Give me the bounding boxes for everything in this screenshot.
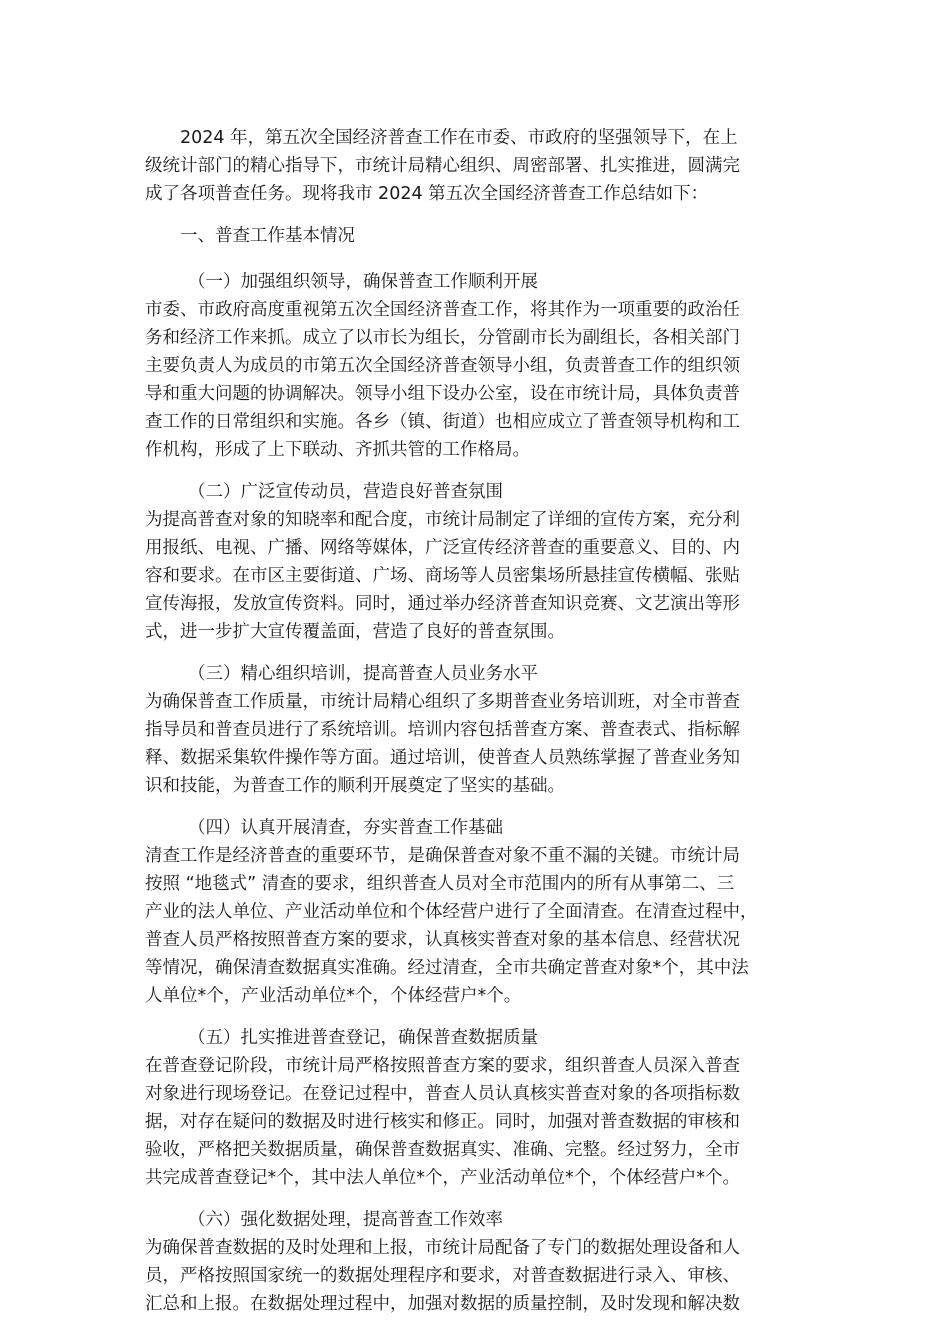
subsection-body: 市委、市政府高度重视第五次全国经济普查工作，将其作为一项重要的政治任 务和经济工作来抓。成立了以市长为组长，分管副市长为副组长，各相关部门 主要负责人为成员的市第五次全国经济普查领导小组，负责普查工作的组织领 导和重大问题的协调解决。领导小组下设办公室，设在市统计局，具体负责普 查工作的日常组织和实施。各乡（镇、街道）也相应成立了普查领导机构和工 作机构，形成了上下联动、齐抓共管的工作格局。: [145, 300, 740, 460]
subsection: [145, 1024, 810, 1192]
subsection: [145, 268, 810, 464]
document-content: [145, 124, 810, 1332]
subsection-title: （六）强化数据处理，提高普查工作效率: [188, 1210, 503, 1230]
subsection: [145, 1206, 810, 1318]
subsection-body: 为提高普查对象的知晓率和配合度，市统计局制定了详细的宣传方案，充分利 用报纸、电视、广播、网络等媒体，广泛宣传经济普查的重要意义、目的、内 容和要求。在市区主要街道、广场、商场等人员密集场所悬挂宣传横幅、张贴 宣传海报，发放宣传资料。同时，通过举办经济普查知识竞赛、文艺演出等形 式，进一步扩大宣传覆盖面，营造了良好的普查氛围。: [145, 510, 740, 642]
subsection: [145, 478, 810, 646]
subsection: [145, 660, 810, 800]
subsection-body: 为确保普查数据的及时处理和上报，市统计局配备了专门的数据处理设备和人 员，严格按照国家统一的数据处理程序和要求，对普查数据进行录入、审核、 汇总和上报。在数据处理过程中，加强对数据的质量控制，及时发现和解决数: [145, 1238, 740, 1314]
subsection-title: （一）加强组织领导，确保普查工作顺利开展: [188, 272, 538, 292]
intro-paragraph: 2024 年，第五次全国经济普查工作在市委、市政府的坚强领导下，在上 级统计部门的精心指导下，市统计局精心组织、周密部署、扎实推进，圆满完 成了各项普查任务。现将我市 2024 第五次全国经济普查工作总结如下：: [145, 128, 740, 204]
subsection-title: （二）广泛宣传动员，营造良好普查氛围: [188, 482, 503, 502]
subsection-body: 清查工作是经济普查的重要环节，是确保普查对象不重不漏的关键。市统计局 按照 “地毯式” 清查的要求，组织普查人员对全市范围内的所有从事第二、三 产业的法人单位、产业活动单位和个体经营户进行了全面清查。在清查过程中， 普查人员严格按照普查方案的要求，认真核实普查对象的基本信息、经营状况 等情况，确保清查数据真实准确。经过清查，全市共确定普查对象*个，其中法 人单位*个，产业活动单位*个，个体经营户*个。: [145, 846, 758, 1006]
subsection-body: 在普查登记阶段，市统计局严格按照普查方案的要求，组织普查人员深入普查 对象进行现场登记。在登记过程中，普查人员认真核实普查对象的各项指标数 据，对存在疑问的数据及时进行核实和修正。同时，加强对普查数据的审核和 验收，严格把关数据质量，确保普查数据真实、准确、完整。经过努力，全市 共完成普查登记*个，其中法人单位*个，产业活动单位*个，个体经营户*个。: [145, 1056, 740, 1188]
subsection-title: （三）精心组织培训，提高普查人员业务水平: [188, 664, 538, 684]
subsection-title: （四）认真开展清查，夯实普查工作基础: [188, 818, 503, 838]
section-title: 一、普查工作基本情况: [180, 226, 355, 246]
subsection-title: （五）扎实推进普查登记，确保普查数据质量: [188, 1028, 538, 1048]
subsection-body: 为确保普查工作质量，市统计局精心组织了多期普查业务培训班，对全市普查 指导员和普查员进行了系统培训。培训内容包括普查方案、普查表式、指标解 释、数据采集软件操作等方面。通过培训，使普查人员熟练掌握了普查业务知 识和技能，为普查工作的顺利开展奠定了坚实的基础。: [145, 692, 740, 796]
subsection: [145, 814, 810, 1010]
